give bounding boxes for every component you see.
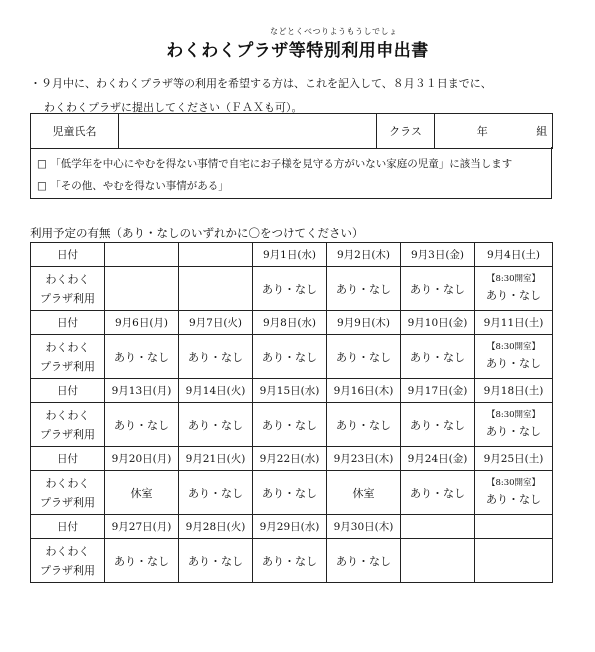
date-cell: [475, 515, 553, 539]
reason-checklist: [30, 147, 552, 199]
use-cell[interactable]: あり・なし: [253, 471, 327, 515]
use-row-label: わくわく プラザ利用: [31, 403, 105, 447]
date-cell: 9月20日(月): [105, 447, 179, 471]
date-cell: 9月28日(火): [179, 515, 253, 539]
date-cell: [401, 515, 475, 539]
use-row-label: わくわく プラザ利用: [31, 335, 105, 379]
date-cell: 9月1日(水): [253, 243, 327, 267]
title-ruby: などとくべつりようもうしでしょ: [270, 27, 398, 36]
date-cell: 9月11日(土): [475, 311, 553, 335]
date-cell: 9月29日(水): [253, 515, 327, 539]
date-cell: 9月4日(土): [475, 243, 553, 267]
use-row-label: わくわく プラザ利用: [31, 267, 105, 311]
use-cell-saturday[interactable]: 【8:30開室】 あり・なし: [475, 471, 553, 515]
date-cell: 9月27日(月): [105, 515, 179, 539]
use-cell[interactable]: あり・なし: [327, 539, 401, 583]
use-cell[interactable]: あり・なし: [401, 335, 475, 379]
use-cell[interactable]: あり・なし: [401, 471, 475, 515]
year-label: 年: [476, 125, 488, 138]
date-cell: 9月8日(水): [253, 311, 327, 335]
use-cell[interactable]: あり・なし: [253, 403, 327, 447]
date-cell: 9月24日(金): [401, 447, 475, 471]
date-cell: 9月3日(金): [401, 243, 475, 267]
date-cell: 9月6日(月): [105, 311, 179, 335]
use-cell[interactable]: あり・なし: [327, 267, 401, 311]
use-cell: [401, 539, 475, 583]
name-field[interactable]: [119, 114, 377, 149]
use-cell: [105, 267, 179, 311]
date-cell: 9月21日(火): [179, 447, 253, 471]
use-cell[interactable]: あり・なし: [253, 335, 327, 379]
reason-check-1[interactable]: □ 「低学年を中心にやむを得ない事情で自宅にお子様を見守る方がいない家庭の児童」に該当します: [37, 158, 513, 170]
date-cell: 9月23日(木): [327, 447, 401, 471]
date-cell: 9月9日(木): [327, 311, 401, 335]
use-cell[interactable]: あり・なし: [179, 403, 253, 447]
use-cell[interactable]: あり・なし: [179, 471, 253, 515]
date-row-label: 日付: [31, 311, 105, 335]
date-row-label: 日付: [31, 243, 105, 267]
use-cell-saturday[interactable]: 【8:30開室】 あり・なし: [475, 403, 553, 447]
reason-check-2[interactable]: □ 「その他、やむを得ない事情がある」: [37, 180, 229, 192]
date-cell: 9月10日(金): [401, 311, 475, 335]
date-row-label: 日付: [31, 379, 105, 403]
closed-cell: 休室: [105, 471, 179, 515]
closed-cell: 休室: [327, 471, 401, 515]
use-cell[interactable]: あり・なし: [105, 539, 179, 583]
class-label: クラス: [377, 114, 435, 149]
saturday-note: 【8:30開室】: [486, 341, 541, 352]
date-cell: 9月18日(土): [475, 379, 553, 403]
date-cell: 9月14日(火): [179, 379, 253, 403]
use-cell-saturday[interactable]: 【8:30開室】 あり・なし: [475, 335, 553, 379]
use-cell[interactable]: あり・なし: [105, 403, 179, 447]
use-row-label: わくわく プラザ利用: [31, 539, 105, 583]
use-cell: [179, 267, 253, 311]
use-cell[interactable]: あり・なし: [253, 267, 327, 311]
date-cell: 9月30日(木): [327, 515, 401, 539]
use-cell[interactable]: あり・なし: [401, 403, 475, 447]
date-cell: 9月22日(水): [253, 447, 327, 471]
use-cell[interactable]: あり・なし: [105, 335, 179, 379]
use-cell[interactable]: あり・なし: [401, 267, 475, 311]
date-cell: 9月16日(木): [327, 379, 401, 403]
date-cell: 9月2日(木): [327, 243, 401, 267]
date-row-label: 日付: [31, 515, 105, 539]
use-row-label: わくわく プラザ利用: [31, 471, 105, 515]
saturday-note: 【8:30開室】: [486, 409, 541, 420]
child-info-table: [30, 113, 553, 149]
use-cell: [475, 539, 553, 583]
saturday-note: 【8:30開室】: [486, 477, 541, 488]
schedule-table: [30, 242, 553, 583]
use-cell-saturday[interactable]: 【8:30開室】 あり・なし: [475, 267, 553, 311]
class-field[interactable]: [435, 114, 553, 149]
use-cell[interactable]: あり・なし: [253, 539, 327, 583]
intro-line-1: ・９月中に、わくわくプラザ等の利用を希望する方は、これを記入して、８月３１日までに、: [30, 77, 492, 90]
date-cell: 9月15日(水): [253, 379, 327, 403]
date-cell: [105, 243, 179, 267]
use-cell[interactable]: あり・なし: [327, 335, 401, 379]
saturday-note: 【8:30開室】: [486, 273, 541, 284]
date-cell: 9月13日(月): [105, 379, 179, 403]
date-row-label: 日付: [31, 447, 105, 471]
intro-line-2: わくわくプラザに提出してください（ＦＡＸも可）。: [44, 101, 303, 114]
group-label: 組: [536, 125, 548, 138]
date-cell: 9月17日(金): [401, 379, 475, 403]
schedule-heading: 利用予定の有無（あり・なしのいずれかに〇をつけてください）: [30, 226, 364, 240]
name-label: 児童氏名: [31, 114, 119, 149]
use-cell[interactable]: あり・なし: [327, 403, 401, 447]
date-cell: [179, 243, 253, 267]
use-cell[interactable]: あり・なし: [179, 539, 253, 583]
use-cell[interactable]: あり・なし: [179, 335, 253, 379]
date-cell: 9月7日(火): [179, 311, 253, 335]
page-title: わくわくプラザ等特別利用申出書: [166, 41, 429, 61]
date-cell: 9月25日(土): [475, 447, 553, 471]
